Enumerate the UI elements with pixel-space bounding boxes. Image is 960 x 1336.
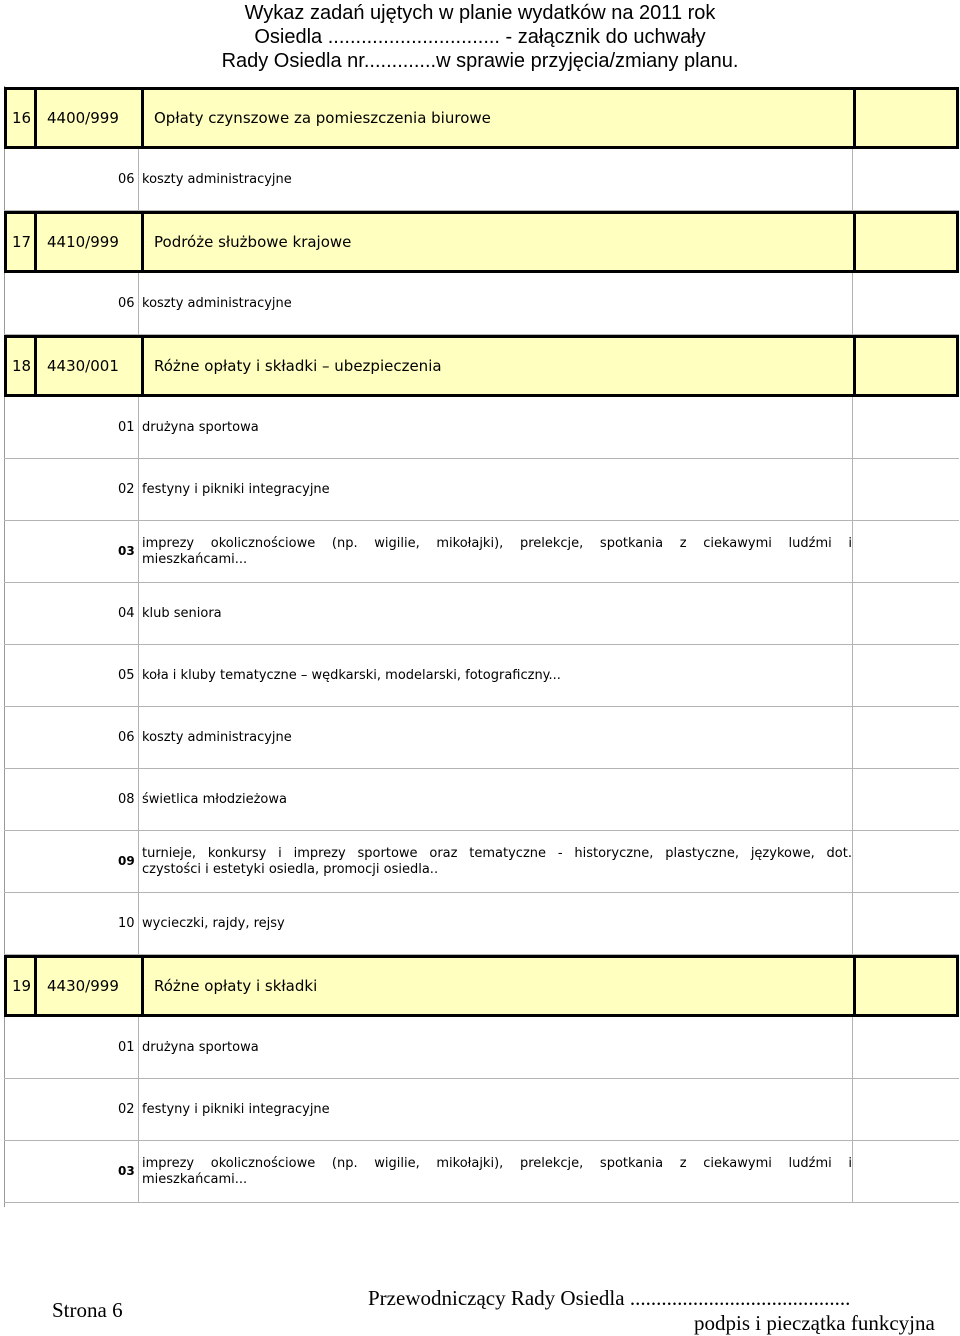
item-description [142, 1156, 852, 1188]
item-description: drużyna sportowa [142, 1040, 259, 1055]
item-code: 06 [118, 296, 135, 311]
item-row [4, 1079, 959, 1141]
item-code: 03 [118, 544, 135, 558]
item-code: 06 [118, 730, 135, 745]
item-row [4, 459, 959, 521]
item-description-line: czystości i estetyki osiedla, promocji osiedla.. [142, 862, 439, 877]
category-number: 17 [12, 233, 32, 251]
item-row [4, 645, 959, 707]
category-row [4, 87, 959, 149]
category-name: Różne opłaty i składki [154, 977, 318, 995]
item-description: festyny i pikniki integracyjne [142, 1102, 330, 1117]
item-description: świetlica młodzieżowa [142, 792, 287, 807]
item-code: 02 [118, 482, 135, 497]
category-name: Podróże służbowe krajowe [154, 233, 352, 251]
item-row [4, 893, 959, 955]
item-row [4, 273, 959, 335]
item-row [4, 769, 959, 831]
item-description-line: mieszkańcami... [142, 552, 248, 567]
item-row [4, 397, 959, 459]
document-title: Wykaz zadań ujętych w planie wydatków na 2011 rok [244, 2, 716, 24]
item-code: 10 [118, 916, 135, 931]
category-row [4, 335, 959, 397]
item-description-line: turnieje, konkursy i imprezy sportowe oraz tematyczne - historyczne, plastyczne, językowe, dot. [142, 846, 852, 861]
category-number: 19 [12, 977, 32, 995]
category-number: 16 [12, 109, 32, 127]
item-code: 01 [118, 420, 135, 435]
item-description: koszty administracyjne [142, 730, 292, 745]
item-code: 08 [118, 792, 135, 807]
item-description: wycieczki, rajdy, rejsy [142, 916, 285, 931]
category-code: 4430/001 [47, 357, 119, 375]
category-row [4, 211, 959, 273]
category-name: Opłaty czynszowe za pomieszczenia biurowe [154, 109, 491, 127]
item-description [142, 846, 852, 878]
document-subtitle-line: Osiedla ............................... - załącznik do uchwały [254, 26, 706, 48]
category-code: 4400/999 [47, 109, 119, 127]
item-row [4, 149, 959, 211]
item-row [4, 1017, 959, 1079]
item-description: koszty administracyjne [142, 296, 292, 311]
item-description: festyny i pikniki integracyjne [142, 482, 330, 497]
category-number: 18 [12, 357, 32, 375]
item-description: koła i kluby tematyczne – wędkarski, modelarski, fotograficzny... [142, 668, 561, 683]
item-code: 02 [118, 1102, 135, 1117]
item-row [4, 521, 959, 583]
item-description-line: imprezy okolicznościowe (np. wigilie, mikołajki), prelekcje, spotkania z ciekawymi ludźmi i [142, 1156, 852, 1171]
item-description: drużyna sportowa [142, 420, 259, 435]
item-code: 05 [118, 668, 135, 683]
item-row [4, 707, 959, 769]
category-row [4, 955, 959, 1017]
item-row [4, 583, 959, 645]
item-description-line: mieszkańcami... [142, 1172, 248, 1187]
item-description: koszty administracyjne [142, 172, 292, 187]
category-code: 4430/999 [47, 977, 119, 995]
signature-caption: podpis i pieczątka funkcyjna [694, 1311, 935, 1335]
item-code: 06 [118, 172, 135, 187]
item-row [4, 831, 959, 893]
item-code: 03 [118, 1164, 135, 1178]
category-name: Różne opłaty i składki – ubezpieczenia [154, 357, 442, 375]
item-description-line: imprezy okolicznościowe (np. wigilie, mikołajki), prelekcje, spotkania z ciekawymi ludźmi i [142, 536, 852, 551]
item-code: 04 [118, 606, 135, 621]
page-number: Strona 6 [52, 1298, 123, 1322]
document-subtitle-line: Rady Osiedla nr.............w sprawie przyjęcia/zmiany planu. [221, 50, 739, 72]
category-code: 4410/999 [47, 233, 119, 251]
item-code: 01 [118, 1040, 135, 1055]
item-row [4, 1141, 959, 1203]
item-description [142, 536, 852, 568]
item-code: 09 [118, 854, 135, 868]
signature-line: Przewodniczący Rady Osiedla .......................................... [368, 1286, 851, 1310]
item-description: klub seniora [142, 606, 222, 621]
